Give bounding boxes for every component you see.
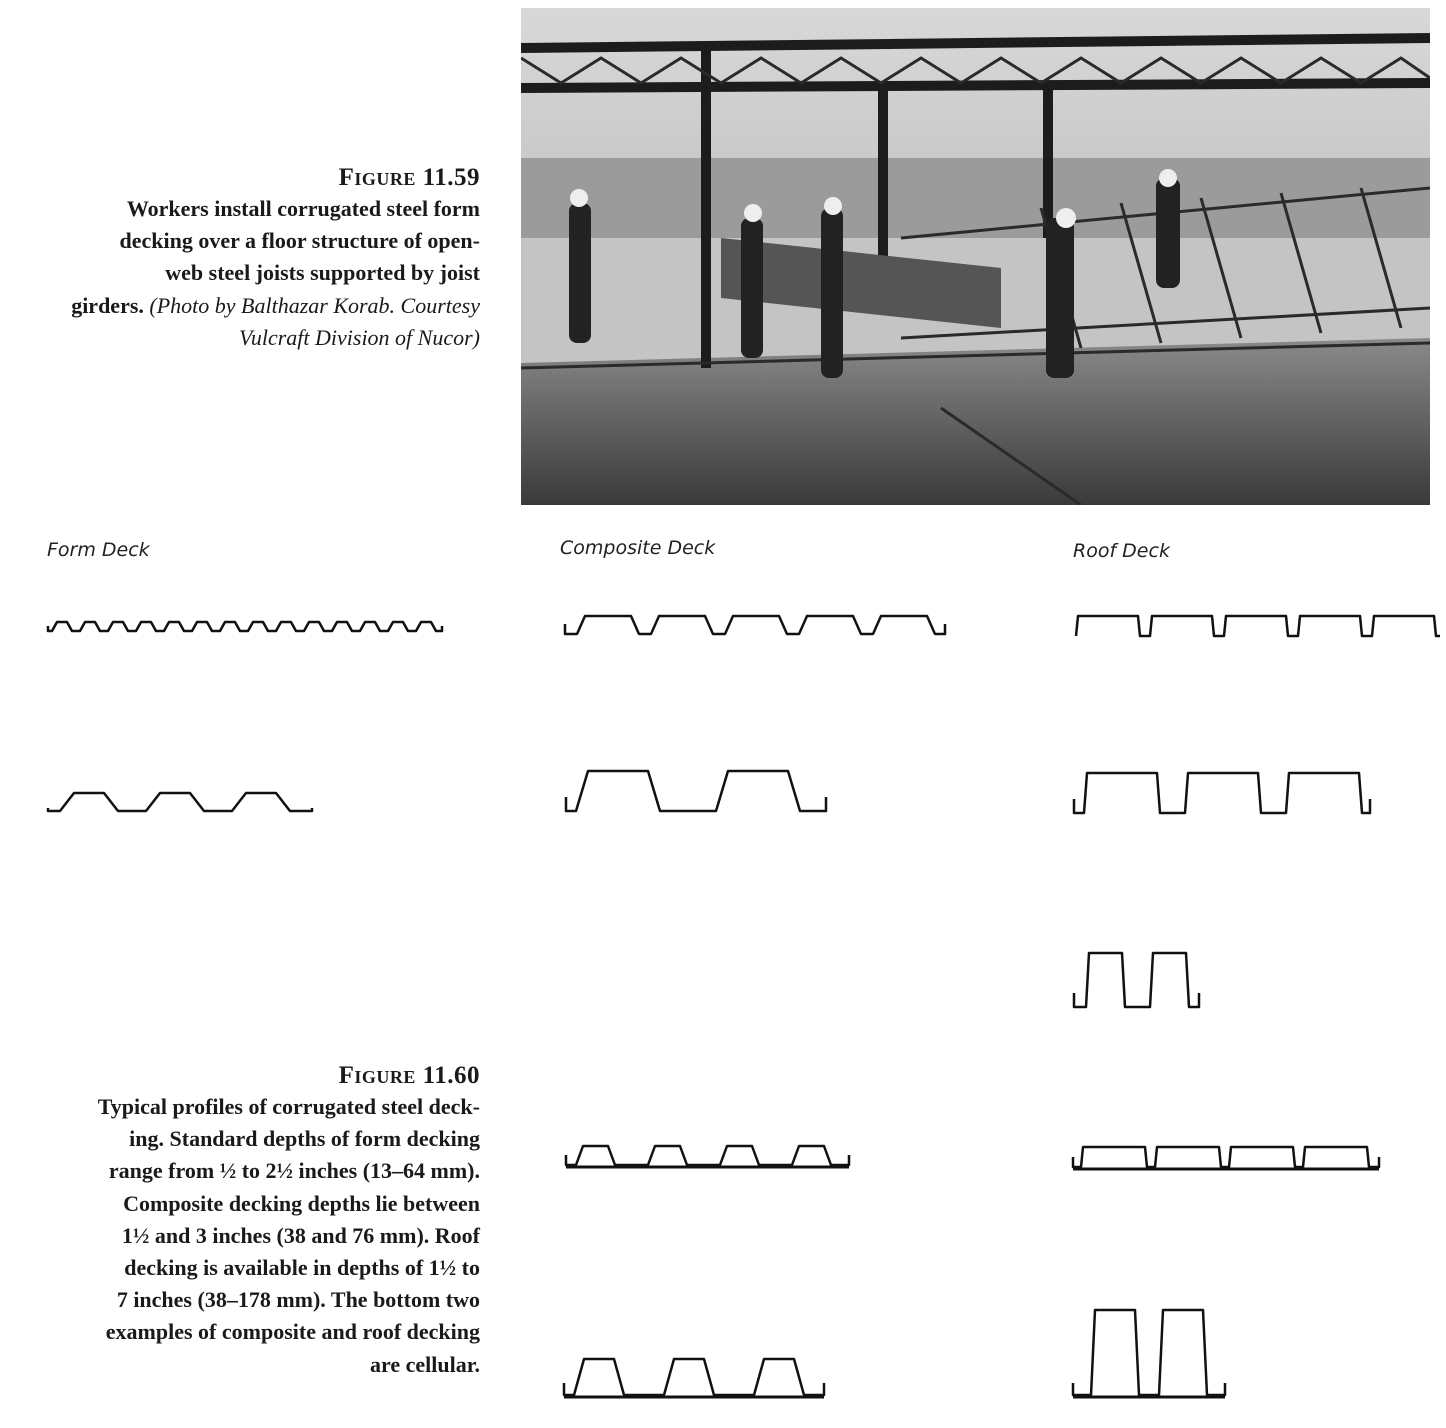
form-deck-profile-2 [48, 793, 312, 811]
composite-deck-profile-3 [566, 1146, 849, 1165]
figure-title: Figure 11.59 [338, 164, 480, 191]
column-label-form-deck: Form Deck [47, 539, 150, 561]
photo-credit: (Photo by Balthazar Korab. Courtesy [149, 292, 480, 318]
roof-deck-profile-4 [1073, 1147, 1379, 1167]
roof-deck-profile-3 [1074, 953, 1199, 1007]
roof-deck-profile-2 [1074, 773, 1370, 813]
caption-line: 1½ and 3 inches (38 and 76 mm). Roof [121, 1222, 480, 1248]
composite-deck-profile-2 [566, 771, 826, 811]
caption-line: Workers install corrugated steel form [126, 196, 480, 221]
column-label-composite-deck: Composite Deck [560, 537, 716, 559]
caption-line: Typical profiles of corrugated steel deck- [97, 1094, 480, 1119]
photo-credit: Vulcraft Division of Nucor) [239, 324, 480, 350]
roof-deck-profile-5 [1073, 1310, 1225, 1395]
composite-deck-profile-4 [564, 1359, 824, 1395]
caption-line: decking is available in depths of 1½ to [124, 1255, 480, 1281]
caption-line: decking over a floor structure of open- [119, 228, 480, 254]
column-label-roof-deck: Roof Deck [1073, 540, 1170, 562]
form-deck-profile-1 [48, 622, 442, 631]
figure-title: Figure 11.60 [338, 1062, 480, 1089]
figure-11-60-caption [98, 1061, 480, 1381]
caption-bold: girders. [71, 292, 144, 318]
caption-line: ing. Standard depths of form decking [129, 1126, 480, 1152]
caption-line: 7 inches (38–178 mm). The bottom two [116, 1287, 480, 1313]
caption-line: web steel joists supported by joist [165, 260, 480, 286]
caption-line: are cellular. [370, 1351, 480, 1377]
caption-line: range from ½ to 2½ inches (13–64 mm). [108, 1158, 480, 1184]
caption-line: Composite decking depths lie between [123, 1190, 480, 1216]
roof-deck-profile-1 [1076, 616, 1440, 636]
caption-line: examples of composite and roof decking [105, 1319, 480, 1345]
composite-deck-profile-1 [565, 616, 945, 634]
